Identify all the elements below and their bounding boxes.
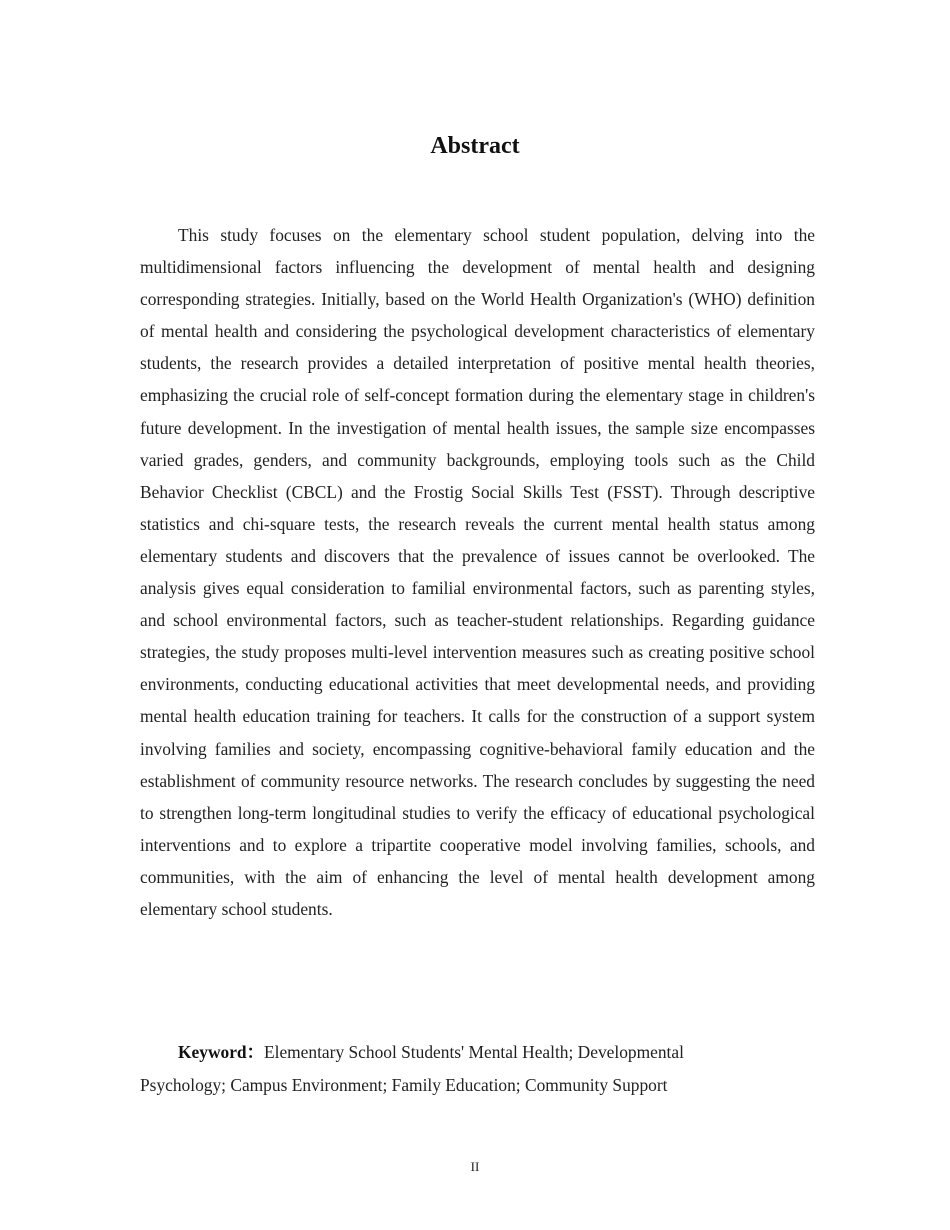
abstract-paragraph: This study focuses on the elementary school student population, delving into the multidimensional factors influencing the development of mental health and designing corresponding strategies. Initially, based on the World Health Organization's (WHO) definition of mental health and considering the psychological development characteristics of elementary students, the research provides a detailed interpretation of positive mental health theories, emphasizing the crucial role of self-concept formation during the elementary stage in children's future development. In the investigation of mental health issues, the sample size encompasses varied grades, genders, and community backgrounds, employing tools such as the Child Behavior Checklist (CBCL) and the Frostig Social Skills Test (FSST). Through descriptive statistics and chi-square tests, the research reveals the current mental health status among elementary students and discovers that the prevalence of issues cannot be overlooked. The analysis gives equal consideration to familial environmental factors, such as parenting styles, and school environmental factors, such as teacher-student relationships. Regarding guidance strategies, the study proposes multi-level intervention measures such as creating positive school environments, conducting educational activities that meet developmental needs, and providing mental health education training for teachers. It calls for the construction of a support system involving families and society, encompassing cognitive-behavioral family education and the establishment of community resource networks. The research concludes by suggesting the need to strengthen long-term longitudinal studies to verify the efficacy of educational psychological interventions and to explore a tripartite cooperative model involving families, schools, and communities, with the aim of enhancing the level of mental health development among elementary school students. <box>140 225 815 919</box>
keywords-line <box>140 1036 740 1102</box>
page-title: Abstract <box>430 133 520 159</box>
keywords-text: Elementary School Students' Mental Health; Developmental Psychology; Campus Environment; Family Education; Community Support <box>140 1042 684 1095</box>
page-number: II <box>470 1159 480 1174</box>
keywords-label: Keyword： <box>178 1042 264 1062</box>
